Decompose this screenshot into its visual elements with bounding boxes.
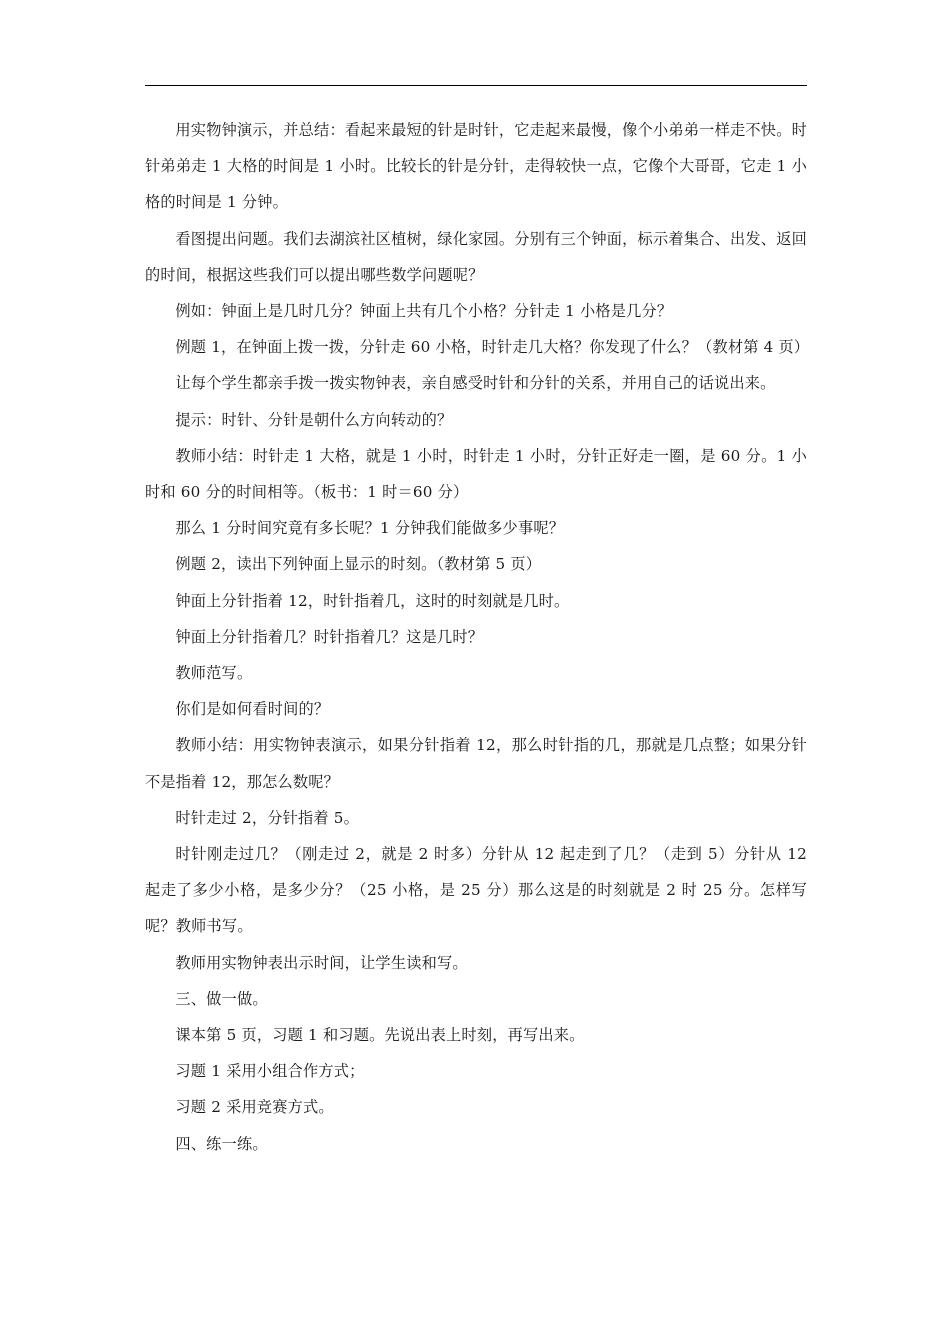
header-rule bbox=[145, 85, 807, 86]
paragraph-textbook-exercises: 课本第 5 页，习题 1 和习题。先说出表上时刻，再写出来。 bbox=[175, 1026, 585, 1045]
paragraph-teacher-summary-1: 教师小结：时针走 1 大格，就是 1 小时，时针走 1 小时，分针正好走一圈，是 60 分。1 小时和 60 分的时间相等。（板书：1 时＝60 分） bbox=[145, 446, 807, 502]
section-heading-practice: 四、练一练。 bbox=[175, 1134, 268, 1153]
paragraph-exercise-2: 习题 2 采用竞赛方式。 bbox=[175, 1098, 334, 1117]
paragraph-example-1: 例题 1，在钟面上拨一拨，分针走 60 小格，时针走几大格？你发现了什么？（教材第 4 页） bbox=[175, 338, 810, 357]
paragraph-ask-questions: 看图提出问题。我们去湖滨社区植树，绿化家园。分别有三个钟面，标示着集合、出发、返回的时间，根据这些我们可以提出哪些数学问题呢？ bbox=[145, 229, 807, 284]
paragraph-students-practice: 让每个学生都亲手拨一拨实物钟表，亲自感受时针和分针的关系，并用自己的话说出来。 bbox=[175, 374, 776, 393]
paragraph-hint: 提示：时针、分针是朝什么方向转动的？ bbox=[175, 410, 453, 429]
paragraph-example-2: 例题 2，读出下列钟面上显示的时刻。（教材第 5 页） bbox=[175, 555, 542, 574]
paragraph-which-hour: 钟面上分针指着几？时针指着几？这是几时？ bbox=[175, 627, 484, 646]
paragraph-hour-past-2: 时针走过 2，分针指着 5。 bbox=[175, 808, 360, 827]
paragraph-reading-2-25: 时针刚走过几？（刚走过 2，就是 2 时多）分针从 12 起走到了几？（走到 5）分针从 12 起走了多少小格，是多少分？（25 小格，是 25 分）那么这是的时刻就是 2 时 25 分。怎样写呢？教师书写。 bbox=[145, 845, 807, 936]
paragraph-minute-at-12: 钟面上分针指着 12，时针指着几，这时的时刻就是几时。 bbox=[175, 591, 570, 610]
paragraph-teacher-summary-2: 教师小结：用实物钟表演示，如果分针指着 12，那么时针指的几，那就是几点整；如果分针不是指着 12，那怎么数呢？ bbox=[145, 736, 807, 791]
paragraph-teacher-shows-time: 教师用实物钟表出示时间，让学生读和写。 bbox=[175, 953, 468, 972]
paragraph-one-minute: 那么 1 分时间究竟有多长呢？1 分钟我们能做多少事呢？ bbox=[175, 519, 565, 538]
document-body bbox=[145, 112, 810, 1162]
paragraph-example-questions: 例如：钟面上是几时几分？钟面上共有几个小格？分针走 1 小格是几分？ bbox=[175, 302, 673, 321]
paragraph-clock-demo: 用实物钟演示，并总结：看起来最短的针是时针，它走起来最慢，像个小弟弟一样走不快。时针弟弟走 1 大格的时间是 1 小时。比较长的针是分针，走得较快一点，它像个大哥哥，它走 1 小格的时间是 1 分钟。 bbox=[145, 121, 807, 212]
paragraph-teacher-writes: 教师范写。 bbox=[175, 664, 253, 683]
paragraph-how-read-time: 你们是如何看时间的？ bbox=[175, 700, 330, 719]
paragraph-exercise-1: 习题 1 采用小组合作方式； bbox=[175, 1062, 365, 1081]
section-heading-do-it: 三、做一做。 bbox=[175, 989, 268, 1008]
